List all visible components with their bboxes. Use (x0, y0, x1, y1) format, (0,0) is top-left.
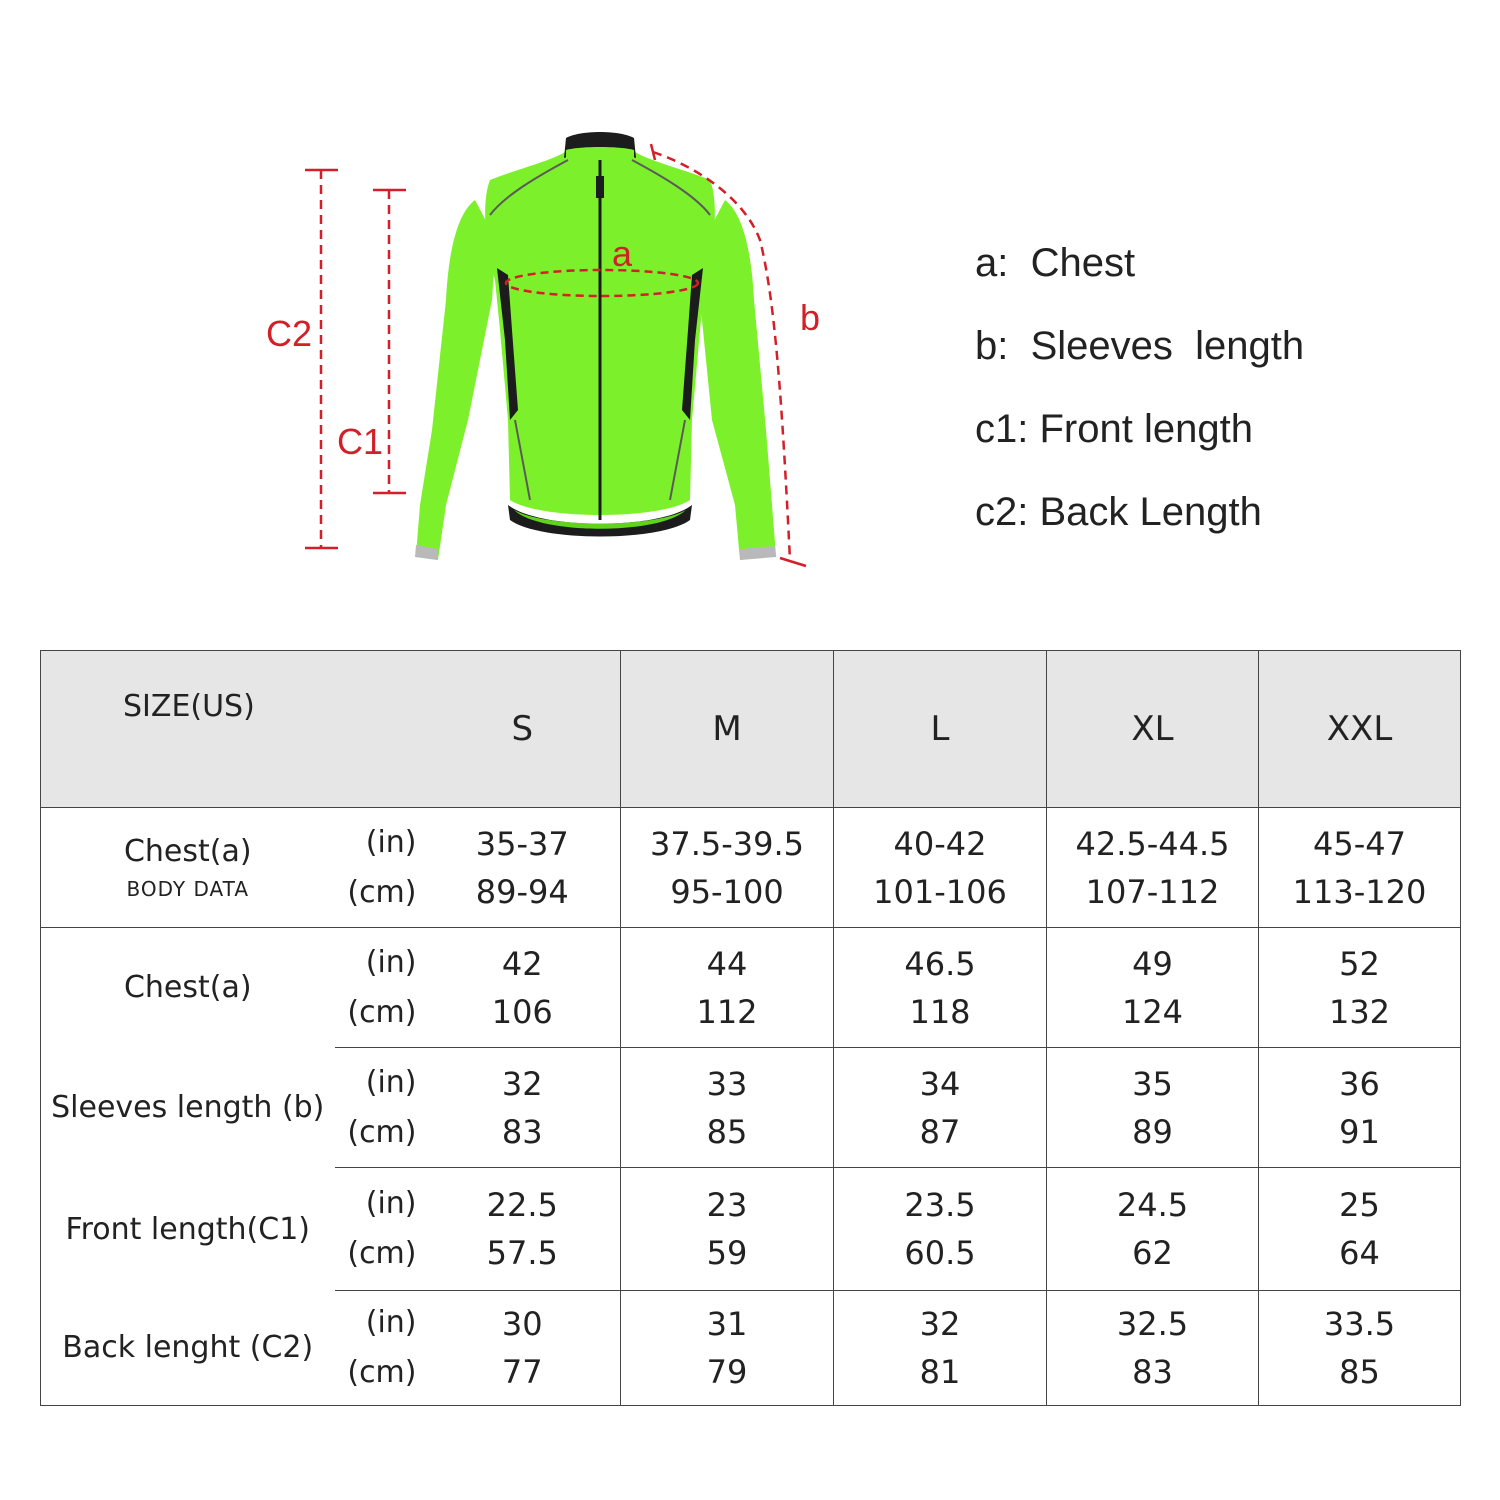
size-xxl-header: XXL (1259, 651, 1461, 808)
table-cell: 33.5 85 (1259, 1291, 1461, 1406)
unit-cell: (in) (cm) (335, 1048, 425, 1168)
table-cell: 23 59 (621, 1168, 834, 1291)
table-cell: 49 124 (1047, 928, 1259, 1048)
table-cell: 36 91 (1259, 1048, 1461, 1168)
measurement-legend (975, 238, 1304, 570)
sleeves-label: Sleeves length (b) (41, 1048, 335, 1168)
size-m-header: M (621, 651, 834, 808)
table-cell: 42.5-44.5 107-112 (1047, 808, 1259, 928)
legend-item-chest: a: Chest (975, 241, 1136, 285)
unit-cell: (in) (cm) (335, 1291, 425, 1406)
unit-cell: (in) (cm) (335, 808, 425, 928)
front-length-row (41, 1168, 1461, 1291)
table-cell: 37.5-39.5 95-100 (621, 808, 834, 928)
garment-chest-row (41, 928, 1461, 1048)
table-cell: 32 81 (834, 1291, 1047, 1406)
right-sleeve (700, 200, 776, 560)
size-header-row (41, 651, 1461, 808)
table-cell: 35 89 (1047, 1048, 1259, 1168)
table-cell: 25 64 (1259, 1168, 1461, 1291)
jacket-illustration (415, 132, 776, 560)
table-cell: 33 85 (621, 1048, 834, 1168)
back-length-label: Back lenght (C2) (41, 1291, 335, 1406)
label-b: b (800, 297, 821, 338)
front-length-label: Front length(C1) (41, 1168, 335, 1291)
table-cell: 40-42 101-106 (834, 808, 1047, 928)
table-cell: 34 87 (834, 1048, 1047, 1168)
table-cell: 24.5 62 (1047, 1168, 1259, 1291)
left-sleeve (416, 200, 496, 560)
table-cell: 30 77 (425, 1291, 621, 1406)
table-cell: 35-37 89-94 (425, 808, 621, 928)
label-c2: C2 (266, 313, 313, 354)
back-length-row (41, 1291, 1461, 1406)
table-cell: 32 83 (425, 1048, 621, 1168)
size-xl-header: XL (1047, 651, 1259, 808)
label-a: a (612, 233, 633, 274)
sleeves-row (41, 1048, 1461, 1168)
legend-item-back-length: c2: Back Length (975, 490, 1262, 534)
body-chest-label: Chest(a) BODY DATA (41, 808, 335, 928)
size-chart-table (40, 650, 1461, 1406)
size-l-header: L (834, 651, 1047, 808)
table-cell: 22.5 57.5 (425, 1168, 621, 1291)
zipper-pull (596, 176, 604, 198)
table-cell: 32.5 83 (1047, 1291, 1259, 1406)
label-c1: C1 (337, 421, 384, 462)
table-cell: 52 132 (1259, 928, 1461, 1048)
table-cell: 44 112 (621, 928, 834, 1048)
size-s-header: S (425, 651, 621, 808)
unit-cell: (in) (cm) (335, 1168, 425, 1291)
c2-dimension-line (305, 170, 338, 548)
table-cell: 31 79 (621, 1291, 834, 1406)
table-cell: 46.5 118 (834, 928, 1047, 1048)
table-cell: 42 106 (425, 928, 621, 1048)
legend-item-front-length: c1: Front length (975, 407, 1253, 451)
legend-item-sleeves: b: Sleeves length (975, 324, 1305, 368)
unit-cell: (in) (cm) (335, 928, 425, 1048)
table-cell: 45-47 113-120 (1259, 808, 1461, 928)
table-cell: 23.5 60.5 (834, 1168, 1047, 1291)
body-chest-row (41, 808, 1461, 928)
size-header: SIZE(US) (41, 651, 425, 808)
garment-chest-label: Chest(a) (41, 928, 335, 1048)
